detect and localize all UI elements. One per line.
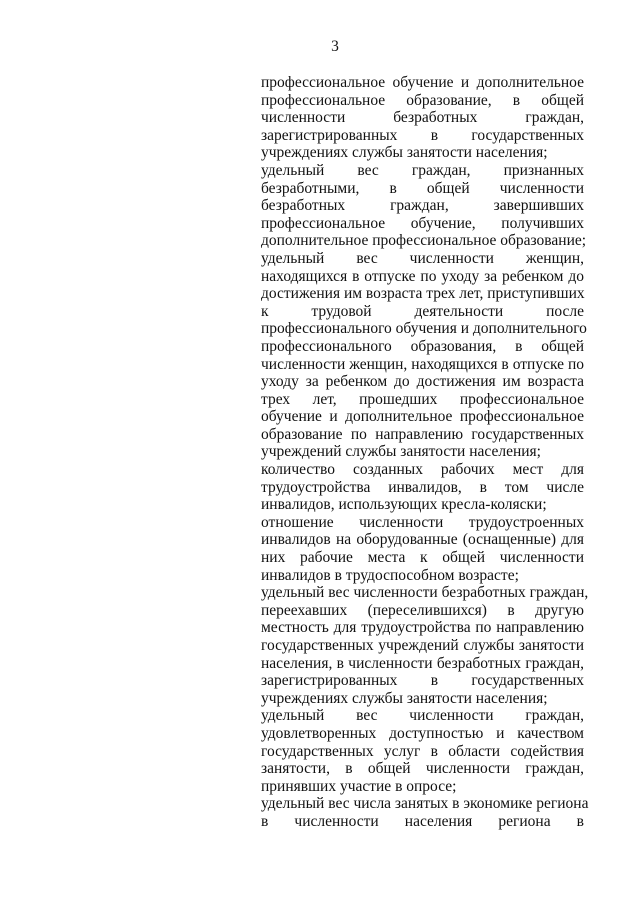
text-line: профессиональное образование, в общей	[261, 91, 584, 109]
list-item	[261, 249, 587, 461]
text-line: находящихся в отпуске по уходу за ребенком до	[261, 267, 584, 285]
text-line: инвалидов в трудоспособном возрасте;	[261, 566, 519, 584]
text-line: учреждений службы занятости населения;	[261, 443, 541, 461]
list-item	[261, 584, 589, 707]
text-line: безработных граждан, завершивших	[261, 197, 584, 215]
text-line: принявших участие в опросе;	[261, 777, 457, 795]
text-line: дополнительное профессиональное образование;	[261, 232, 587, 250]
text-line: зарегистрированных в государственных	[261, 672, 584, 690]
text-line: удовлетворенных доступностью и качеством	[261, 724, 584, 742]
text-line: трех лет, прошедших профессиональное	[261, 390, 584, 408]
text-line: инвалидов, использующих кресла-коляски;	[261, 496, 547, 514]
text-line: профессиональное обучение и дополнительное	[261, 74, 584, 91]
page-number: 3	[331, 38, 339, 55]
text-line: учреждениях службы занятости населения;	[261, 689, 548, 707]
text-line: уходу за ребенком до достижения им возраста	[261, 373, 584, 391]
list-item	[261, 461, 584, 514]
text-line: отношение численности трудоустроенных	[261, 513, 584, 531]
text-line: них рабочие места к общей численности	[261, 549, 584, 567]
text-line: государственных учреждений службы занятости	[261, 637, 584, 654]
text-line: удельный вес численности женщин,	[261, 249, 584, 267]
text-line: профессионального образования, в общей	[261, 337, 584, 355]
text-line: удельный вес числа занятых в экономике региона	[261, 795, 589, 813]
text-line: населения, в численности безработных граждан,	[261, 654, 584, 672]
text-line: удельный вес численности безработных граждан,	[261, 584, 589, 602]
text-line: достижения им возраста трех лет, приступивших	[261, 285, 585, 303]
text-line: образование по направлению государственных	[261, 425, 584, 443]
text-line: инвалидов на оборудованные (оснащенные) для	[261, 531, 584, 549]
text-line: удельный вес численности граждан,	[261, 707, 584, 725]
list-item	[261, 795, 589, 830]
document-body	[261, 74, 589, 831]
text-line: обучение и дополнительное профессиональное	[261, 408, 584, 426]
list-item	[261, 74, 584, 162]
text-line: в численности населения региона в	[261, 812, 584, 830]
text-line: местность для трудоустройства по направлению	[261, 619, 584, 637]
text-line: переехавших (переселившихся) в другую	[261, 601, 584, 619]
list-item	[261, 707, 584, 795]
text-line: удельный вес граждан, признанных	[261, 161, 584, 179]
text-line: трудоустройства инвалидов, в том числе	[261, 478, 584, 496]
text-line: к трудовой деятельности после	[261, 302, 584, 320]
text-line: профессионального обучения и дополнительного	[261, 320, 587, 338]
text-line: зарегистрированных в государственных	[261, 126, 584, 144]
text-line: занятости, в общей численности граждан,	[261, 760, 584, 778]
list-item	[261, 161, 587, 250]
text-line: численности женщин, находящихся в отпуске по	[261, 355, 584, 373]
list-item	[261, 514, 584, 584]
text-line: безработными, в общей численности	[261, 179, 584, 197]
text-line: количество созданных рабочих мест для	[261, 461, 584, 479]
text-line: учреждениях службы занятости населения;	[261, 144, 548, 162]
text-line: государственных услуг в области содействия	[261, 742, 584, 760]
text-line: численности безработных граждан,	[261, 109, 584, 127]
text-line: профессиональное обучение, получивших	[261, 214, 584, 232]
